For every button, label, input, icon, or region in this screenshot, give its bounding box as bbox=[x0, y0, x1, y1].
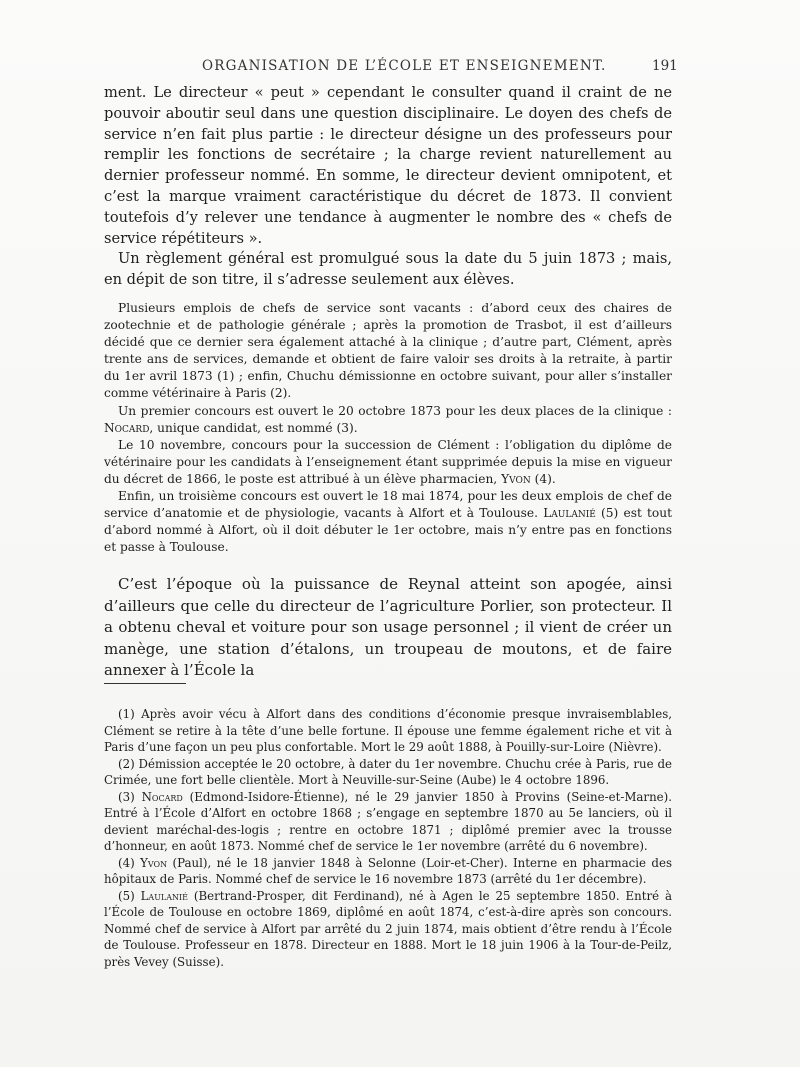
text-span: (Bertrand-Prosper, dit Ferdinand), né à Agen le 25 septembre 1850. Entré à l’École de Toulouse en octobre 1869, diplômé en août 1874, c’est-à-dire après son concours. Nommé chef de service à Alfort par arrêté du 2 juin 1874, mais obtient d’être rendu à l’École de Toulouse. Professeur en 1878. Directeur en 1888. Mort le 18 juin 1906 à la Tour-de-Peilz, près Vevey (Suisse). bbox=[104, 888, 672, 969]
small-paragraph-first-concours bbox=[104, 403, 672, 437]
main-text-top bbox=[104, 83, 672, 291]
text-span: (Edmond-Isidore-Étienne), né le 29 janvier 1850 à Provins (Seine-et-Marne). Entré à l’École d’Alfort en octobre 1868 ; s’engage en septembre 1870 au 5e lanciers, où il devient maréchal-des-logis ; rentre en octobre 1871 ; diplômé premier avec la trousse d’honneur, en août 1873. Nommé chef de service le 1er novembre (arrêté du 6 novembre). bbox=[104, 789, 672, 853]
footnote-number: (5) bbox=[118, 888, 141, 903]
page-number: 191 bbox=[652, 58, 678, 74]
text-span: (4). bbox=[530, 471, 556, 486]
small-paragraph-third-concours bbox=[104, 488, 672, 556]
text-span: Enfin, un troisième concours est ouvert le 18 mai 1874, pour les deux emplois de chef de service d’anatomie et de physiologie, vacants à Alfort et à Toulouse. bbox=[104, 489, 672, 521]
footnote-5 bbox=[104, 888, 672, 971]
name-nocard: Nocard bbox=[104, 420, 150, 435]
small-paragraph-succession bbox=[104, 437, 672, 488]
footnote-3 bbox=[104, 789, 672, 855]
footnote-name: Nocard bbox=[141, 789, 183, 804]
text-span: (5) est tout d’abord nommé à Alfort, où il doit débuter le 1er octobre, mais n’y entre pas en fonctions et passe à Toulouse. bbox=[104, 506, 673, 555]
footnote-2: (2) Démission acceptée le 20 octobre, à dater du 1er novembre. Chuchu crée à Paris, rue de Crimée, une fort belle clientèle. Mort à Neuville-sur-Seine (Aube) le 4 octobre 1896. bbox=[104, 756, 672, 787]
text-span: Un premier concours est ouvert le 20 octobre 1873 pour les deux places de la clinique : bbox=[118, 403, 672, 418]
text-span: Le 10 novembre, concours pour la succession de Clément : l’obligation du diplôme de vétérinaire pour les candidats à l’enseignement étant supprimée depuis la mise en vigueur du décret de 1866, le poste est attribué à un élève pharmacien, bbox=[104, 437, 672, 486]
text-span: (Paul), né le 18 janvier 1848 à Selonne (Loir-et-Cher). Interne en pharmacie des hôpitaux de Paris. Nommé chef de service le 16 novembre 1873 (arrêté du 1er décembre). bbox=[104, 855, 672, 886]
small-print-section bbox=[104, 300, 672, 556]
paragraph-reglement: Un règlement général est promulgué sous la date du 5 juin 1873 ; mais, en dépit de son titre, il s’adresse seulement aux élèves. bbox=[104, 250, 672, 289]
footnote-number: (3) bbox=[118, 789, 142, 804]
name-laulanie: Laulanié bbox=[543, 506, 596, 521]
footnote-4 bbox=[104, 855, 672, 888]
footnote-name: Yvon bbox=[140, 855, 168, 870]
small-paragraph-vacancies: Plusieurs emplois de chefs de service sont vacants : d’abord ceux des chaires de zootechnie et de pathologie générale ; après la promotion de Trasbot, il est d’ailleurs décidé que ce dernier sera également attaché à la clinique ; d’autre part, Clément, après trente ans de services, demande et obtient de faire valoir ses droits à la retraite, à partir du 1er avril 1873 (1) ; enfin, Chuchu démissionne en octobre suivant, pour aller s’installer comme vétérinaire à Paris (2). bbox=[104, 301, 672, 401]
footnote-1: (1) Après avoir vécu à Alfort dans des conditions d’économie presque invraisemblables, Clément se retire à la tête d’une belle fortune. Il épouse une femme également riche et vit à Paris d’une façon un peu plus confortable. Mort le 29 août 1888, à Pouilly-sur-Loire (Nièvre). bbox=[104, 707, 672, 754]
running-head bbox=[0, 58, 800, 78]
footnote-name: Laulanié bbox=[140, 888, 189, 903]
name-yvon: Yvon bbox=[501, 471, 531, 486]
footnote-rule bbox=[104, 683, 186, 684]
paragraph-reynal: C’est l’époque où la puissance de Reynal atteint son apogée, ainsi d’ailleurs que celle du directeur de l’agriculture Porlier, son protecteur. Il a obtenu cheval et voiture pour son usage personnel ; il vient de créer un manège, une station d’étalons, un troupeau de moutons, et de faire annexer à l’École la bbox=[104, 575, 672, 680]
paragraph-continuation: ment. Le directeur « peut » cependant le consulter quand il craint de ne pouvoir aboutir seul dans une question disciplinaire. Le doyen des chefs de service n’en fait plus partie : le directeur désigne un des professeurs pour remplir les fonctions de secrétaire ; la charge revient naturellement au dernier professeur nommé. En somme, le directeur devient omnipotent, et c’est la marque vraiment caractéristique du décret de 1873. Il convient toutefois d’y relever une tendance à augmenter le nombre des « chefs de service répétiteurs ». bbox=[104, 84, 672, 247]
text-span: , unique candidat, est nommé (3). bbox=[149, 420, 358, 435]
running-head-title: ORGANISATION DE L’ÉCOLE ET ENSEIGNEMENT. bbox=[202, 58, 607, 74]
footnote-number: (4) bbox=[118, 855, 141, 870]
main-text-bottom bbox=[104, 574, 672, 682]
footnotes bbox=[104, 706, 672, 970]
